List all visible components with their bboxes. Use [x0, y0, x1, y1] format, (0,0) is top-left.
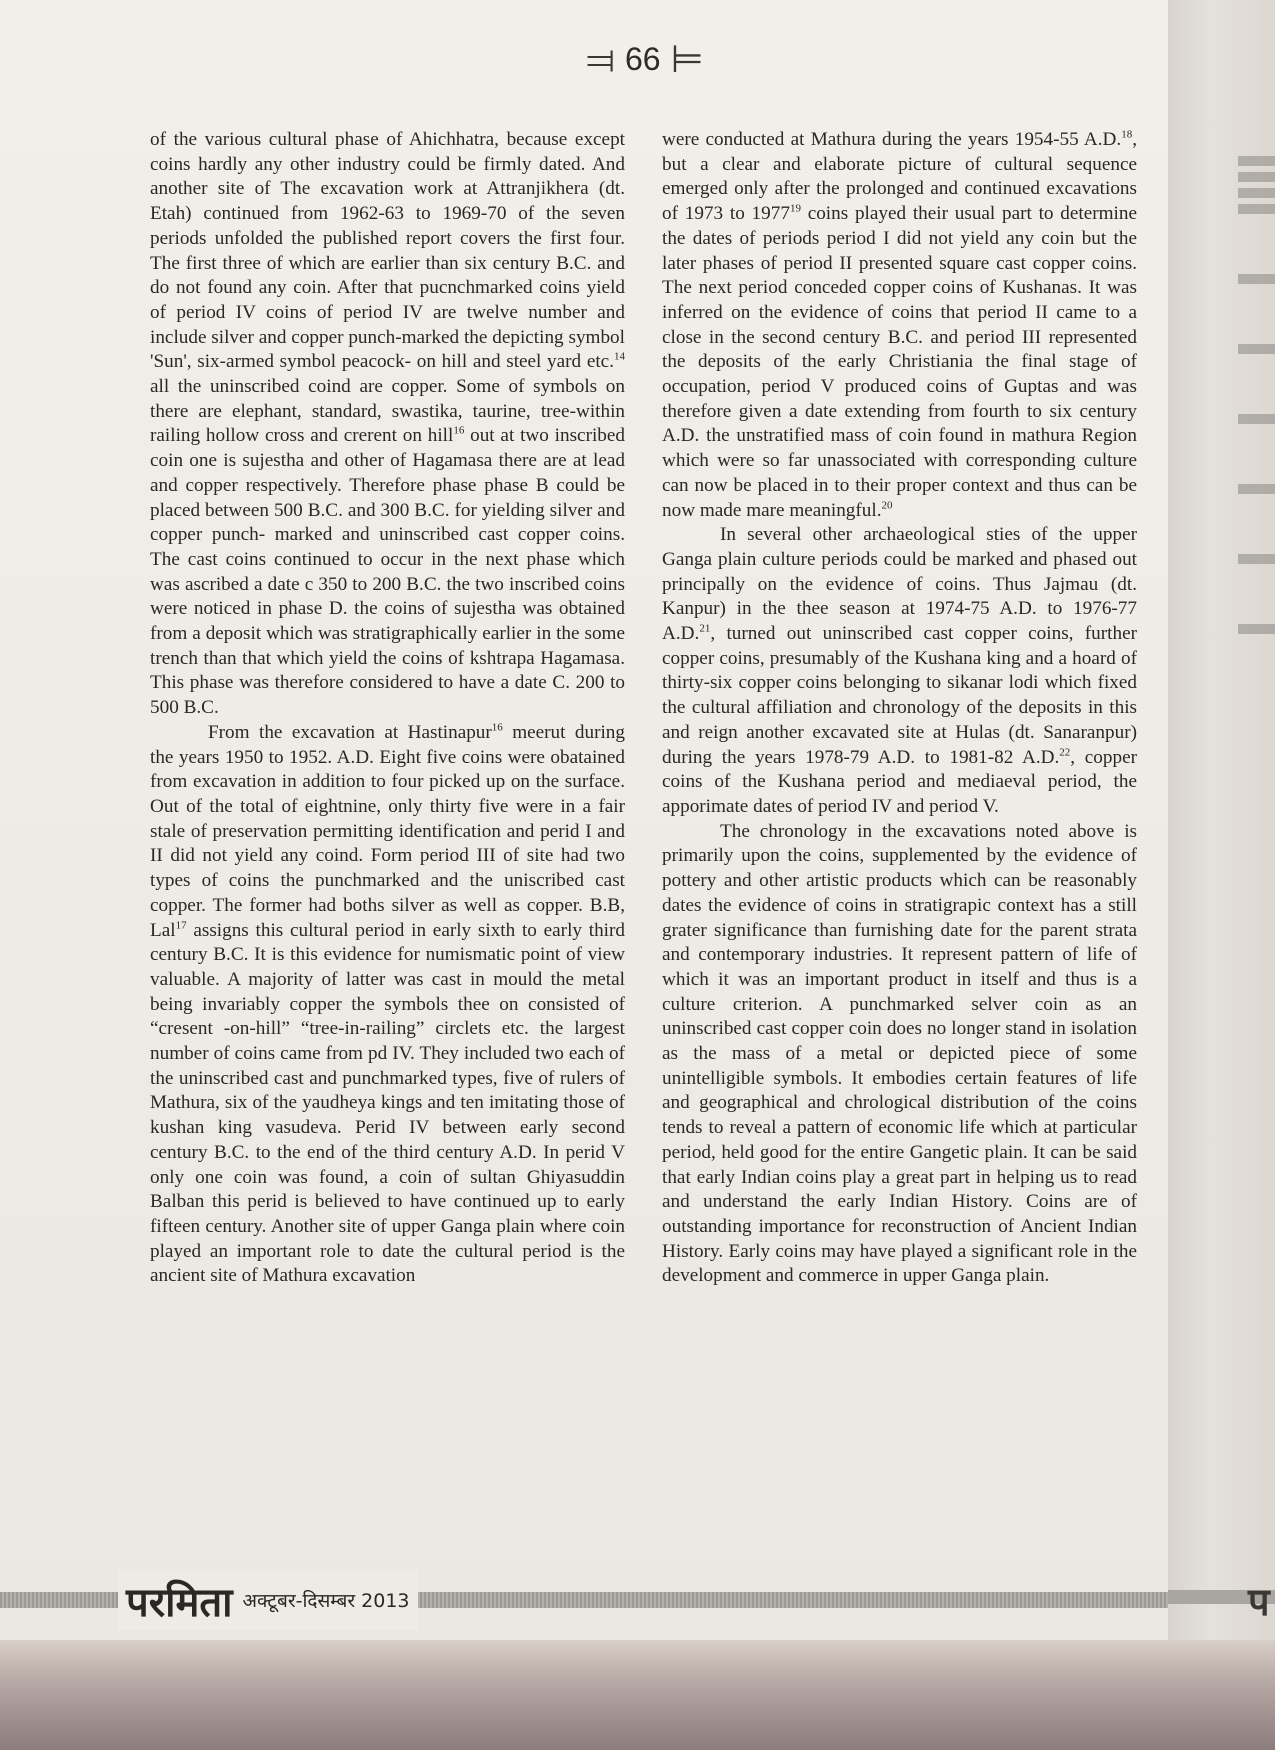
right-column	[662, 128, 1137, 1289]
text-run: all the uninscribed coind are copper. Some of symbols on there are elephant, standard, swastika, taurine, tree-within railing hollow cross and crerent on hill	[150, 376, 625, 447]
footnote-ref: 20	[881, 499, 893, 512]
right-ornament-icon: ⊨	[670, 37, 704, 81]
text-run: of the various cultural phase of Ahichhatra, because except coins hardly any other industry could be firmly dated. And another site of The excavation work at Attranjikhera (dt. Etah) continued from 1962-63 to 1969-70 of the seven periods unfolded the published report covers the first four. The first three of which are earlier than six century B.C. and do not found any coin. After that pucnchmarked coins yield of period IV coins of period IV are twelve number and include silver and copper punch-marked the depicting symbol 'Sun', six-armed symbol peacock- on hill and steel yard etc.	[150, 129, 625, 373]
footer-brand	[118, 1570, 418, 1630]
footnote-ref: 14	[614, 350, 625, 363]
paragraph	[662, 128, 1137, 523]
paragraph	[150, 128, 625, 721]
text-run: , turned out uninscribed cast copper coins, further copper coins, presumably of the Kushana king and a hoard of thirty-six copper coins belonging to sikanar lodi which fixed the cultural affiliation and chronology of the deposits in this and reign another excavated site at Hulas (dt. Sanaranpur) during the years 1978-79 A.D. to 1981-82 A.D.	[662, 623, 1137, 768]
left-column	[150, 128, 625, 1289]
text-run: From the excavation at Hastinapur	[208, 721, 492, 743]
text-run: were conducted at Mathura during the years 1954-55 A.D.	[662, 129, 1122, 150]
footnote-ref: 17	[175, 919, 187, 932]
left-ornament-icon: ⫤	[586, 36, 615, 81]
text-run: out at two inscribed coin one is sujestha and other of Hagamasa there are at lead and copper respectively. Therefore phase phase B could be placed between 500 B.C. and 300 B.C. for yielding silver and copper punch- marked and uninscribed cast copper coins. The cast coins continued to occur in the next phase which was ascribed a date c 350 to 200 B.C. the two inscribed coins were noticed in phase D. the coins of sujestha was obtained from a deposit which was stratigraphically earlier in the some trench than that which yield the coins of kshtrapa Hagamasa. This phase was therefore considered to have a date C. 200 to 500 B.C.	[150, 425, 625, 719]
text-run: In several other archaeological sties of the upper Ganga plain culture periods could be marked and phased out principally on the evidence of coins. Thus Jajmau (dt. Kanpur) in the thee season at 1974-75 A.D. to 1976-77 A.D.	[662, 524, 1137, 645]
text-run: meerut during the years 1950 to 1952. A.D. Eight five coins were obatained from excavation in addition to four picked up on the surface. Out of the total of eightnine, only thirty five were in a fair stale of preservation permitting identification and perid I and II did not yield any coind. Form period III of site had two types of coins the punchmarked and the uniscribed cast copper. The former had boths silver as well as copper. B.B, Lal	[150, 721, 625, 941]
journal-logo: परमिता	[126, 1579, 233, 1626]
footnote-ref: 18	[1121, 128, 1133, 141]
adjacent-page-edge	[1168, 0, 1275, 1640]
footnote-ref: 16	[491, 721, 503, 734]
footnote-ref: 22	[1059, 746, 1071, 759]
footnote-ref: 16	[453, 425, 465, 438]
footnote-ref: 19	[789, 202, 801, 215]
scan-shadow	[0, 1640, 1275, 1750]
paragraph	[150, 721, 625, 1289]
text-run: coins played their usual part to determine the dates of periods period I did not yield any coin but the later phases of period II presented square cast copper coins. The next period conceded copper coins of Kushanas. It was inferred on the evidence of coins that period II came to a close in the second century B.C. and period III represented the deposits of the early Christiania the final stage of occupation, period V produced coins of Guptas and was therefore given a date extending from fourth to six century A.D. the unstratified mass of coin found in mathura Region which were so far unassociated with corresponding culture can now be placed in to their proper context and thus can be now made mare meaningful.	[662, 203, 1137, 521]
text-run: , but a clear and elaborate picture of cultural sequence emerged only after the prolonged and continued excavations of 1973 to 1977	[662, 129, 1137, 225]
page-header	[560, 24, 730, 94]
adjacent-footer-logo: प	[1248, 1582, 1270, 1624]
text-run: assigns this cultural period in early sixth to early third century B.C. It is this evidence for numismatic point of view valuable. A majority of latter was cast in mould the metal being invariably copper the symbols thee on consisted of “cresent -on-hill” “tree-in-railing” circlets etc. the largest number of coins came from pd IV. They included two each of the uninscribed cast and punchmarked types, five of rulers of Mathura, six of the yaudheya kings and ten imitating those of kushan king vasudeva. Perid IV between early second century B.C. to the end of the third century A.D. In perid V only one coin was found, a coin of sultan Ghiyasuddin Balban this perid is believed to have continued up to early fifteen century. Another site of upper Ganga plain where coin played an important role to date the cultural period is the ancient site of Mathura excavation	[150, 919, 625, 1287]
footnote-ref: 21	[699, 622, 711, 635]
issue-date: अक्टूबर-दिसम्बर 2013	[242, 1590, 410, 1612]
paragraph: The chronology in the excavations noted above is primarily upon the coins, supplemented by the evidence of pottery and other artistic products which can be reasonably dates the evidence of coins in stratigrapic context has a still grater significance than furnishing date for the parent strata and contemporary industries. It represent pattern of life of which it was an important product in itself and thus is a culture criterion. A punchmarked selver coin as an uninscribed cast copper coin does no longer stand in isolation as the mass of a metal or depicted piece of some unintelligible symbols. It embodies certain features of life and geographical and chrological distribution of the coins tends to reveal a pattern of economic life which at particular period, held good for the entire Gangetic plain. It can be said that early Indian coins play a great part in helping us to read and understand the early Indian History. Coins are of outstanding importance for reconstruction of Ancient Indian History. Early coins may have played a significant role in the development and commerce in upper Ganga plain.	[662, 820, 1137, 1287]
page-number: 66	[624, 40, 661, 77]
page-footer	[0, 1570, 1168, 1630]
text-run: , copper coins of the Kushana period and mediaeval period, the apporimate dates of period IV and period V.	[662, 746, 1137, 817]
paragraph	[662, 523, 1137, 819]
adjacent-page-text	[1238, 150, 1275, 640]
